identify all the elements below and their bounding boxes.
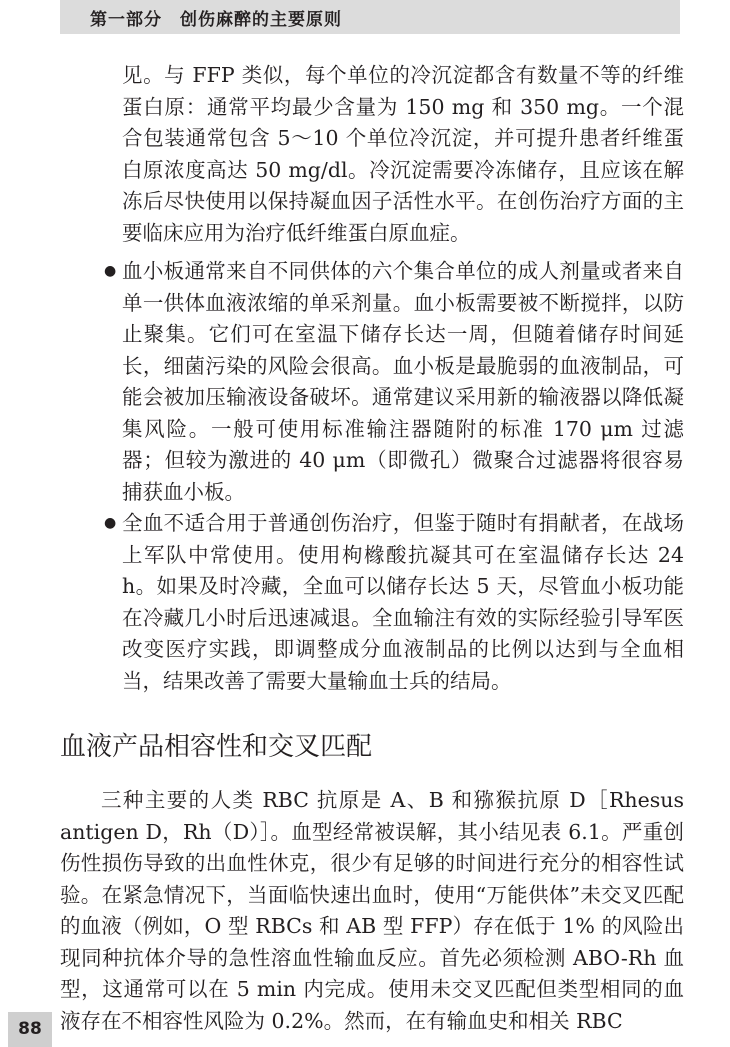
bullet-marker: ●	[104, 263, 117, 279]
section-paragraph: 三种主要的人类 RBC 抗原是 A、B 和猕猴抗原 D［Rhesus antigen D，Rh（D）］。血型经常被误解，其小结见表 6.1。严重创伤性损伤导致的出血性休克，很少有足够的时间进行充分的相容性试验。在紧急情况下，当面临快速出血时，使用“万能供体”未交叉匹配的血液（例如，O 型 RBCs 和 AB 型 FFP）存在低于 1% 的风险出现同种抗体介导的急性溶血性输血反应。首先必须检测 ABO-Rh 血型，这通常可以在 5 min 内完成。使用未交叉匹配但类型相同的血液存在不相容性风险为 0.2%。然而，在有输血史和相关 RBC	[60, 788, 684, 1033]
page-number-box	[8, 1012, 52, 1047]
bullet-whole-blood: 全血不适合用于普通创伤治疗，但鉴于随时有捐献者，在战场上军队中常使用。使用枸橼酸抗凝其可在室温储存长达 24 h。如果及时冷藏，全血可以储存长达 5 天，尽管血小板功能在冷藏几小时后迅速减退。全血输注有效的实际经验引导军医改变医疗实践，即调整成分血液制品的比例以达到与全血相当，结果改善了需要大量输血士兵的结局。	[122, 511, 684, 693]
page-number: 88	[18, 1019, 42, 1039]
continuation-paragraph: 见。与 FFP 类似，每个单位的冷沉淀都含有数量不等的纤维蛋白原：通常平均最少含量为 150 mg 和 350 mg。一个混合包装通常包含 5～10 个单位冷沉淀，并可提升患者纤维蛋白原浓度高达 50 mg/dl。冷沉淀需要冷冻储存，且应该在解冻后尽快使用以保持凝血因子活性水平。在创伤治疗方面的主要临床应用为治疗低纤维蛋白原血症。	[122, 63, 684, 245]
section-heading: 血液产品相容性和交叉匹配	[60, 732, 373, 762]
bullet-platelets: 血小板通常来自不同供体的六个集合单位的成人剂量或者来自单一供体血液浓缩的单采剂量。血小板需要被不断搅拌，以防止聚集。它们可在室温下储存长达一周，但随着储存时间延长，细菌污染的风险会很高。血小板是最脆弱的血液制品，可能会被加压输液设备破坏。通常建议采用新的输液器以降低凝集风险。一般可使用标准输注器随附的标准 170 μm 过滤器；但较为激进的 40 μm（即微孔）微聚合过滤器将很容易捕获血小板。	[122, 259, 684, 504]
running-header-title: 第一部分 创伤麻醉的主要原则	[90, 10, 342, 30]
bullet-marker: ●	[104, 515, 117, 531]
